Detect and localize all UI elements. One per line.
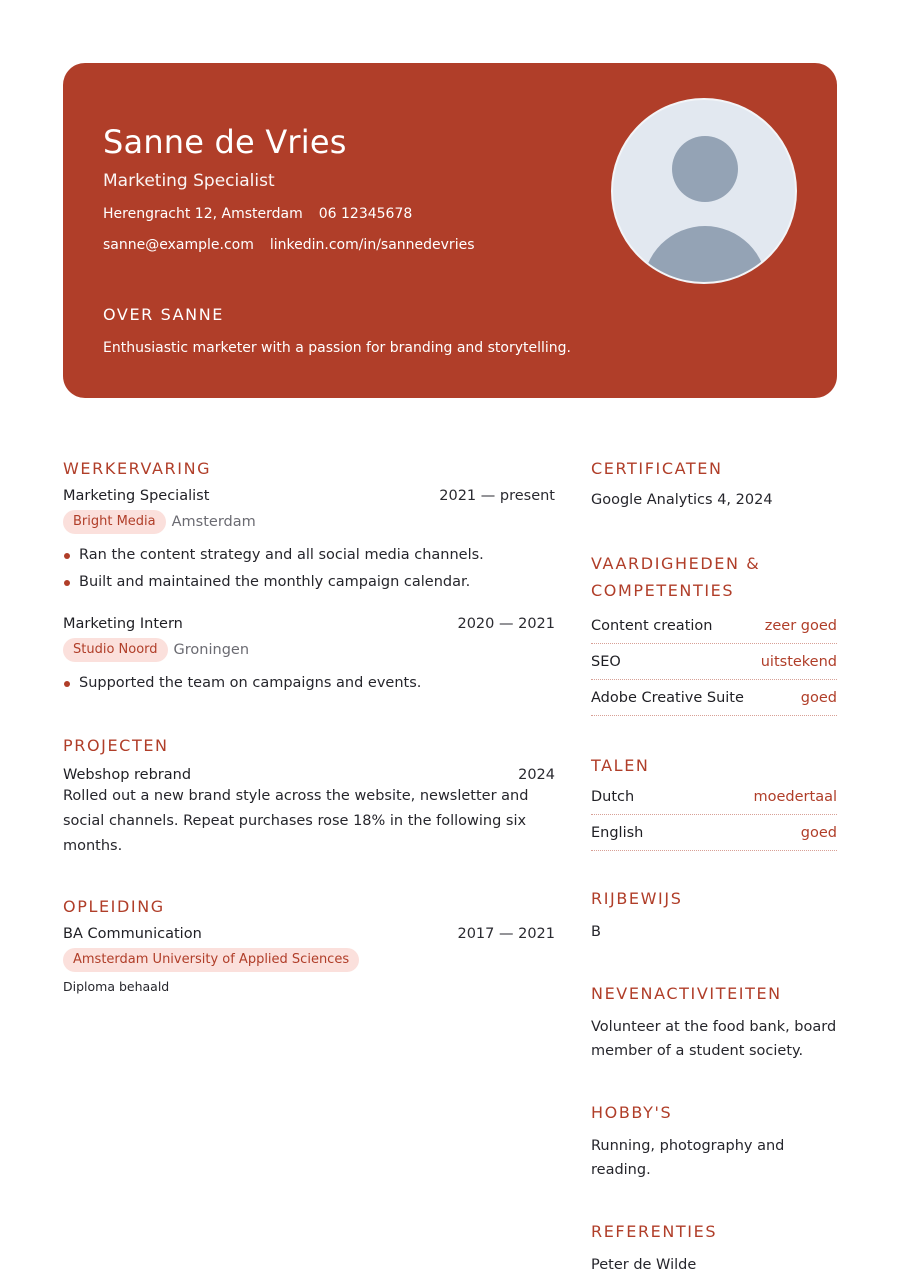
skills-section <box>591 550 837 716</box>
job-bullets <box>63 542 555 596</box>
skill-name: Adobe Creative Suite <box>591 689 744 706</box>
language-row <box>591 815 837 851</box>
list-item: Built and maintained the monthly campaign calendar. <box>63 569 555 596</box>
language-row <box>591 779 837 815</box>
project-year: 2024 <box>518 767 555 783</box>
job-entry <box>63 616 555 697</box>
user-avatar-placeholder-icon <box>611 98 797 284</box>
skill-level: zeer goed <box>764 617 837 634</box>
section-title: CERTIFICATEN <box>591 459 723 478</box>
avatar-body-shape <box>643 226 767 284</box>
education-note: Diploma behaald <box>63 979 170 994</box>
skill-level: goed <box>800 689 837 706</box>
person-name: Sanne de Vries <box>103 123 347 161</box>
certificate-item: Google Analytics 4, 2024 <box>591 492 773 508</box>
language-level: goed <box>800 824 837 841</box>
list-item: Supported the team on campaigns and events. <box>63 670 555 697</box>
section-title: OPLEIDING <box>63 897 165 916</box>
section-title: WERKERVARING <box>63 459 212 478</box>
experience-section <box>63 455 555 697</box>
company-tag: Studio Noord <box>63 638 168 662</box>
section-title: NEVENACTIVITEITEN <box>591 984 782 1003</box>
about-text: Enthusiastic marketer with a passion for branding and storytelling. <box>103 340 571 356</box>
skill-row <box>591 680 837 716</box>
section-title: VAARDIGHEDEN & COMPETENTIES <box>591 554 761 600</box>
job-location: Groningen <box>173 642 250 658</box>
skill-name: SEO <box>591 653 621 670</box>
skill-row <box>591 608 837 644</box>
right-column <box>591 455 837 1273</box>
project-entry <box>63 767 555 859</box>
left-column <box>63 455 555 994</box>
section-title: HOBBY'S <box>591 1103 673 1122</box>
job-entry <box>63 488 555 596</box>
school-tag: Amsterdam University of Applied Sciences <box>63 948 359 972</box>
job-dates: 2020 — 2021 <box>457 616 555 632</box>
license-section <box>591 885 837 944</box>
person-role: Marketing Specialist <box>103 171 275 191</box>
license-value: B <box>591 924 601 940</box>
side-activities-text: Volunteer at the food bank, board member of a student society. <box>591 1019 837 1059</box>
company-tag: Bright Media <box>63 510 166 534</box>
education-dates: 2017 — 2021 <box>457 926 555 942</box>
references-section <box>591 1218 837 1273</box>
degree: BA Communication <box>63 926 202 942</box>
section-title: TALEN <box>591 756 650 775</box>
hobbies-section <box>591 1099 837 1182</box>
languages-section <box>591 752 837 851</box>
certificates-section <box>591 455 837 512</box>
projects-section <box>63 732 555 859</box>
skill-row <box>591 644 837 680</box>
job-title: Marketing Intern <box>63 616 183 632</box>
language-level: moedertaal <box>753 788 837 805</box>
section-title: RIJBEWIJS <box>591 889 683 908</box>
phone: 06 12345678 <box>318 206 413 222</box>
language-name: Dutch <box>591 788 635 805</box>
job-location: Amsterdam <box>171 514 256 530</box>
email-link[interactable]: sanne@example.com <box>103 237 254 253</box>
section-title: REFERENTIES <box>591 1222 718 1241</box>
side-activities-section <box>591 980 837 1063</box>
job-bullets <box>63 670 555 697</box>
header-card <box>63 63 837 398</box>
project-description: Rolled out a new brand style across the website, newsletter and social channels. Repeat purchases rose 18% in the following six months. <box>63 788 529 854</box>
contact-row-1 <box>103 206 412 222</box>
job-dates: 2021 — present <box>439 488 555 504</box>
skill-name: Content creation <box>591 617 713 634</box>
section-title: PROJECTEN <box>63 736 169 755</box>
list-item: Ran the content strategy and all social media channels. <box>63 542 555 569</box>
contact-row-2 <box>103 237 474 253</box>
about-title: OVER SANNE <box>103 305 225 324</box>
language-name: English <box>591 824 644 841</box>
avatar-head-shape <box>672 136 738 202</box>
project-name: Webshop rebrand <box>63 767 192 783</box>
linkedin-link[interactable]: linkedin.com/in/sannedevries <box>269 237 475 253</box>
skill-level: uitstekend <box>760 653 837 670</box>
address: Herengracht 12, Amsterdam <box>103 206 303 222</box>
education-entry <box>63 926 555 994</box>
education-section <box>63 893 555 994</box>
reference-name: Peter de Wilde <box>591 1257 697 1273</box>
job-title: Marketing Specialist <box>63 488 210 504</box>
hobbies-text: Running, photography and reading. <box>591 1138 785 1178</box>
